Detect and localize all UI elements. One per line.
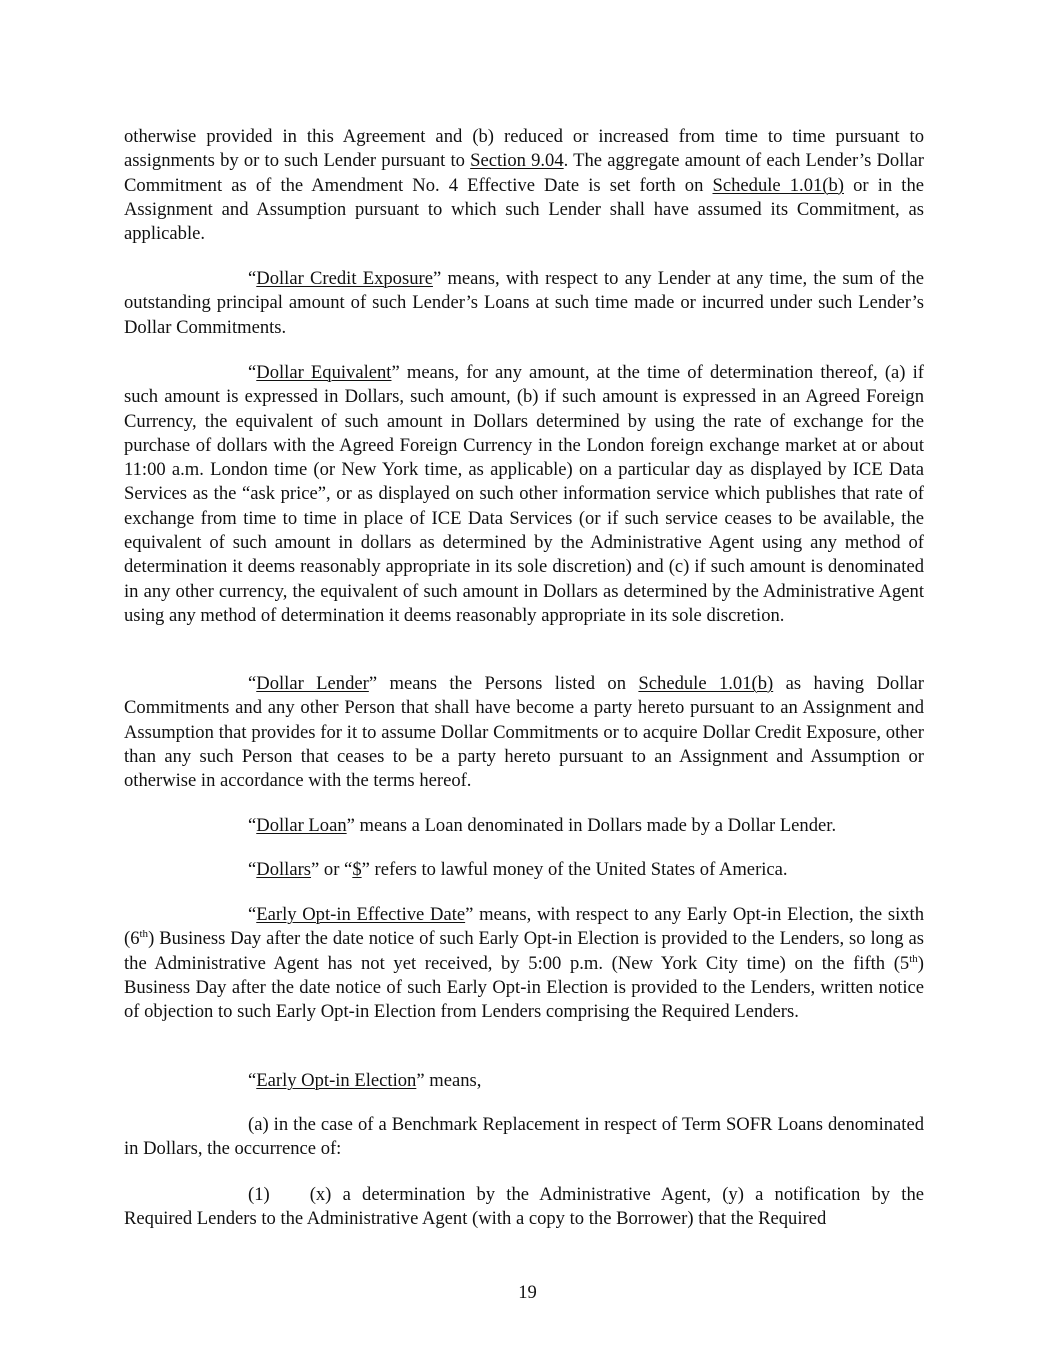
paragraph-commitment-continued: otherwise provided in this Agreement and (b) reduced or increased from time to time pursuant to assignments by or to such Lender pursuant to Section 9.04. The aggregate amount of each Lender’s Dollar Commitment as of the Amendment No. 4 Effective Date is set forth on Schedule 1.01(b) or in the Assignment and Assumption pursuant to which such Lender shall have assumed its Commitment, as applicable. xyxy=(124,126,924,245)
defined-term: Early Opt-in Effective Date xyxy=(256,904,466,925)
defined-term: Dollar Loan xyxy=(256,815,347,836)
definition-early-opt-in-effective-date: “Early Opt-in Effective Date” means, with respect to any Early Opt-in Election, the sixth (6th) Business Day after the date notice of such Early Opt-in Election is provided to the Lenders, so long as the Administrative Agent has not yet received, by 5:00 p.m. (New York City time) on the fifth (5th) Business Day after the date notice of such Early Opt-in Election is provided to the Lenders, written notice of objection to such Early Opt-in Election from Lenders comprising the Required Lenders. xyxy=(124,904,924,1023)
schedule-reference: Schedule 1.01(b) xyxy=(638,673,774,694)
definition-dollar-loan: “Dollar Loan” means a Loan denominated in Dollars made by a Dollar Lender. xyxy=(248,815,837,836)
dollar-symbol: $ xyxy=(352,859,362,880)
ordinal-superscript: th xyxy=(139,928,149,941)
ordinal-superscript: th xyxy=(909,952,918,965)
defined-term: Dollar Lender xyxy=(256,673,369,694)
schedule-reference: Schedule 1.01(b) xyxy=(712,174,844,196)
clause-1: (1) (x) a determination by the Administrative Agent, (y) a notification by the Required Lenders to the Administrative Agent (with a copy to the Borrower) that the Required xyxy=(124,1184,924,1230)
clause-a: (a) in the case of a Benchmark Replacement in respect of Term SOFR Loans denominated in Dollars, the occurrence of: xyxy=(124,1114,924,1160)
defined-term: Dollars xyxy=(256,859,312,880)
defined-term: Dollar Credit Exposure xyxy=(256,268,433,289)
page-number: 19 xyxy=(518,1282,537,1303)
definition-early-opt-in-election: “Early Opt-in Election” means, xyxy=(248,1070,482,1091)
defined-term: Dollar Equivalent xyxy=(256,362,392,383)
section-reference: Section 9.04 xyxy=(470,150,564,172)
definition-dollar-lender: “Dollar Lender” means the Persons listed on Schedule 1.01(b) as having Dollar Commitments and any other Person that shall have become a party hereto pursuant to an Assignment and Assumption that provides for it to assume Dollar Commitments or to acquire Dollar Credit Exposure, other than any such Person that ceases to be a party hereto pursuant to an Assignment and Assumption or otherwise in accordance with the terms hereof. xyxy=(124,673,924,792)
defined-term: Early Opt-in Election xyxy=(256,1070,417,1091)
definition-dollars: “Dollars” or “$” refers to lawful money of the United States of America. xyxy=(248,859,788,880)
definition-dollar-equivalent: “Dollar Equivalent” means, for any amount, at the time of determination thereof, (a) if such amount is expressed in Dollars, such amount, (b) if such amount is expressed in an Agreed Foreign Currency, the equivalent of such amount in Dollars determined by using the rate of exchange for the purchase of dollars with the Agreed Foreign Currency in the London foreign exchange market at or about 11:00 a.m. London time (or New York time, as applicable) on a particular day as displayed by ICE Data Services as the “ask price”, or as displayed on such other information service which publishes that rate of exchange from time to time in place of ICE Data Services (or if such service ceases to be available, the equivalent of such amount in dollars as determined by the Administrative Agent using any method of determination it deems reasonably appropriate in its sole discretion) and (c) if such amount is denominated in any other currency, the equivalent of such amount in Dollars as determined by the Administrative Agent using any method of determination it deems reasonably appropriate in its sole discretion. xyxy=(124,362,925,626)
clause-number: (1) xyxy=(248,1184,270,1205)
definition-dollar-credit-exposure: “Dollar Credit Exposure” means, with respect to any Lender at any time, the sum of the outstanding principal amount of such Lender’s Loans at such time made or incurred under such Lender’s Dollar Commitments. xyxy=(124,268,925,338)
